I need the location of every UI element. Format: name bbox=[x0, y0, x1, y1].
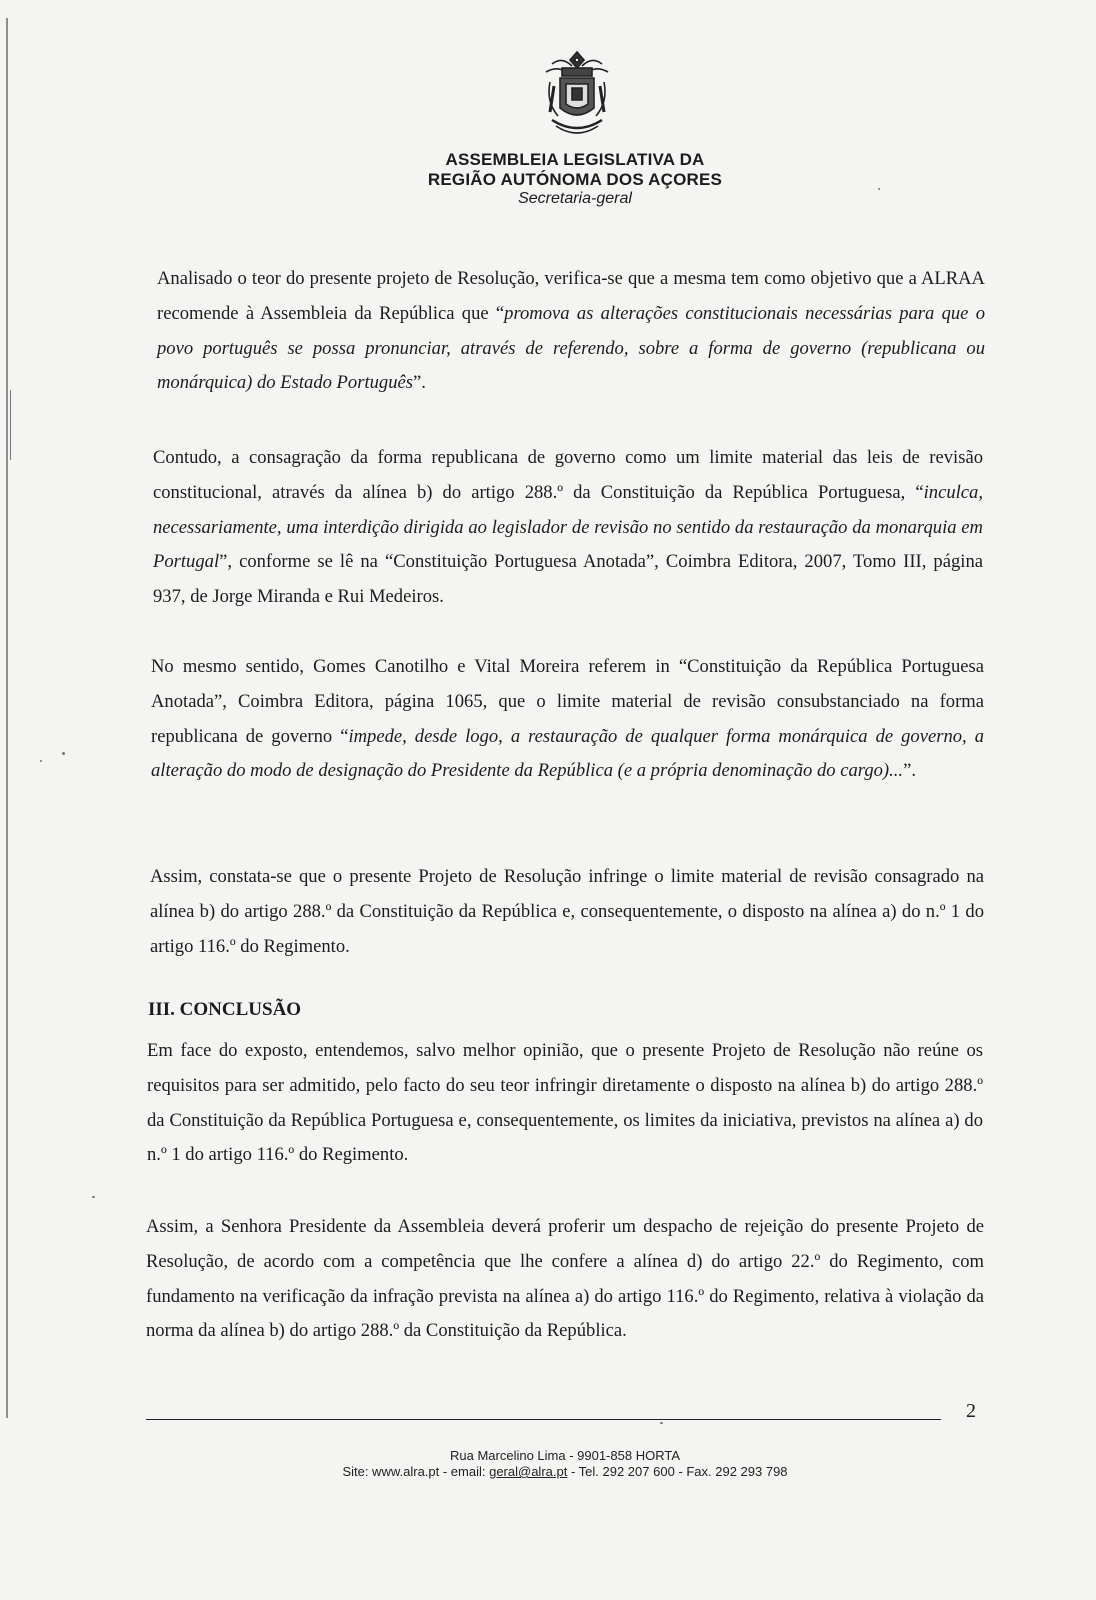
org-name-line1: ASSEMBLEIA LEGISLATIVA DA bbox=[445, 150, 705, 169]
footer-address: Rua Marcelino Lima - 9901-858 HORTA bbox=[449, 1448, 680, 1463]
paragraph-1-quote: promova as alterações constitucionais necessárias para que o povo português se possa pronunciar, através de referendo, sobre a forma de governo (republicana ou monárquica) do Estado Português bbox=[157, 302, 985, 394]
paragraph-2-end: ”, conforme se lê na “Constituição Portuguesa Anotada”, Coimbra Editora, 2007, Tomo III, página 937, de Jorge Miranda e Rui Medeiros. bbox=[153, 551, 983, 608]
paragraph-3-quote: impede, desde logo, a restauração de qualquer forma monárquica de governo, a alteração do modo de designação do Presidente da República (e a própria denominação do cargo)... bbox=[151, 725, 984, 782]
paragraph-2-quote: inculca, necessariamente, uma interdição dirigida ao legislador de revisão no sentido da restauração da monarquia em Portugal bbox=[153, 481, 983, 573]
paragraph-1 bbox=[157, 262, 985, 401]
footer-phones: - Tel. 292 207 600 - Fax. 292 293 798 bbox=[567, 1464, 788, 1479]
scan-edge-line bbox=[6, 18, 8, 1418]
paragraph-5: Em face do exposto, entendemos, salvo melhor opinião, que o presente Projeto de Resolução não reúne os requisitos para ser admitido, pelo facto do seu teor infringir diretamente o disposto na alínea b) do artigo 288.º da Constituição da República Portuguesa e, consequentemente, os limites da iniciativa, previstos na alínea a) do n.º 1 do artigo 116.º do Regimento. bbox=[147, 1040, 983, 1166]
paragraph-1-text: Analisado o teor do presente projeto de Resolução, verifica-se que a mesma tem como objetivo que a ALRAA recomende à Assembleia da República que “ bbox=[157, 268, 985, 324]
paragraph-3 bbox=[151, 650, 984, 789]
scan-speck bbox=[92, 1196, 95, 1198]
footer-contacts bbox=[300, 1464, 830, 1480]
paragraph-3-end: ”. bbox=[903, 760, 916, 782]
paragraph-4: Assim, constata-se que o presente Projeto de Resolução infringe o limite material de revisão consagrado na alínea b) do artigo 288.º da Constituição da República e, consequentemente, o disposto na alínea a) do n.º 1 do artigo 116.º do Regimento. bbox=[150, 866, 984, 957]
coat-of-arms-emblem bbox=[532, 46, 622, 144]
scan-speck bbox=[878, 188, 880, 190]
page-number: 2 bbox=[966, 1400, 976, 1422]
department-name: Secretaria-geral bbox=[518, 190, 632, 207]
paragraph-3-text: No mesmo sentido, Gomes Canotilho e Vital Moreira referem in “Constituição da República Portuguesa Anotada”, Coimbra Editora, página 1065, que o limite material de revisão consubstanciado na forma republicana de governo “ bbox=[151, 656, 984, 747]
paragraph-6: Assim, a Senhora Presidente da Assembleia deverá proferir um despacho de rejeição do presente Projeto de Resolução, de acordo com a competência que lhe confere a alínea d) do artigo 22.º do Regimento, com fundamento na verificação da infração prevista na alínea a) do artigo 116.º do Regimento, relativa à violação da norma da alínea b) do artigo 288.º da Constituição da República. bbox=[146, 1216, 984, 1342]
section-heading: III. CONCLUSÃO bbox=[148, 999, 302, 1020]
paragraph-1-end: ”. bbox=[413, 372, 426, 394]
footer-site: Site: www.alra.pt - email: bbox=[342, 1464, 490, 1479]
footer-divider bbox=[146, 1419, 941, 1420]
scan-speck bbox=[660, 1422, 663, 1424]
paragraph-2-text: Contudo, a consagração da forma republicana de governo como um limite material das leis de revisão constitucional, através da alínea b) do artigo 288.º da Constituição da República Portuguesa, “ bbox=[153, 447, 983, 503]
paragraph-2 bbox=[153, 441, 983, 615]
letterhead bbox=[380, 150, 770, 208]
footer-email-link[interactable]: geral@alra.pt bbox=[489, 1464, 568, 1479]
scan-edge-mark bbox=[10, 390, 11, 460]
footer bbox=[300, 1448, 830, 1480]
org-name-line2: REGIÃO AUTÓNOMA DOS AÇORES bbox=[427, 170, 723, 189]
scan-speck bbox=[62, 752, 65, 755]
scan-speck bbox=[40, 760, 42, 762]
